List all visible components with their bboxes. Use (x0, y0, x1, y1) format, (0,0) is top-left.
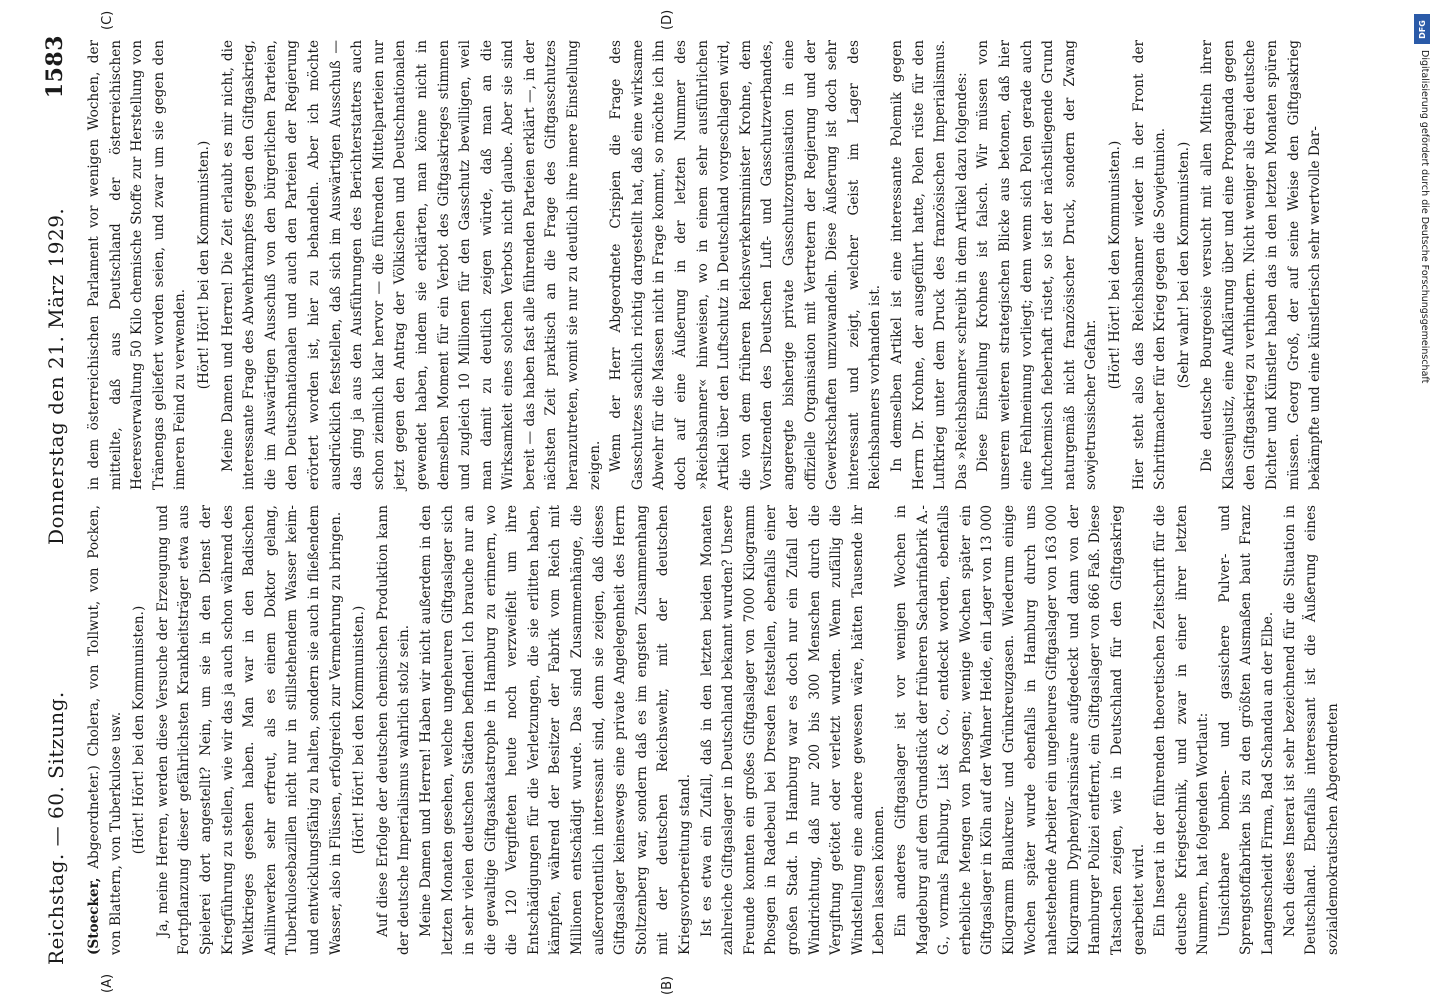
paragraph: Auf diese Erfolge der deutschen chemischen Produktion kann der deutsche Imperialismus wahrlich stolz sein. (374, 505, 413, 955)
paragraph: Diese Einstellung Krohnes ist falsch. Wir müssen von unserem weiteren strategischen Blicke aus betonen, daß hier eine Fehlmeinung vorliegt; denn wenn sich Polen gerade auch luftchemisch fieberhaft rüstet, so ist der nächstliegende Grund naturgemäß nicht französischer Druck, sondern der Zwang sowjetrussischer Gefahr. (975, 40, 1100, 490)
margin-mark-c: (C) (100, 10, 115, 30)
paragraph: Ist es etwa ein Zufall, daß in den letzten beiden Monaten zahlreiche Giftgaslager in Deutschland bekannt wurden? Unsere Freunde konnten ein großes Giftgaslager von 7000 Kilogramm Phosgen in Radebeul bei Dresden feststellen, ebenfalls einer großen Stadt. In Hamburg war es doch nur ein Zufall der Windrichtung, daß nur 200 bis 300 Menschen durch die Vergiftung getötet oder verletzt wurden. Wenn zufällig die Windstellung eine andere gewesen wäre, hätten Tausende ihr Leben lassen können. (698, 505, 888, 955)
paragraph-text: Cholera, von Tollwut, von Pocken, von Blattern, von Tuberkulose usw. (86, 505, 124, 955)
paragraph: Meine Damen und Herren! Die Zeit erlaubt es mir nicht, die interessante Frage des Abwehrkampfes gegen den Giftgaskrieg, die im Auswärtigen Ausschuß von den bürgerlichen Parteien, den Deutschnationalen und auch den Parteien der Regierung erörtert worden ist, hier zu behandeln. Aber ich möchte ausdrücklich feststellen, daß sich im Auswärtigen Ausschuß — das ging ja aus den Ausführungen des Berichterstatters auch schon ziemlich klar hervor — die führenden Mittelparteien nur jetzt gegen den Antrag der Völkischen und Deutschnationalen gewendet haben, indem sie erklärten, man könne nicht in demselben Moment für ein Verbot des Giftgaskrieges stimmen und zugleich 10 Millionen für den Gasschutz bewilligen, weil man damit zu deutlich zeigen würde, daß man an die Wirksamkeit eines solchen Verbots nicht glaube. Aber sie sind bereit — das haben fast alle führenden Parteien erklärt —, in der nächsten Zeit praktisch an die Frage des Giftgasschutzes heranzutreten, womit sie nur zu deutlich ihre innere Einstellung zeigen. (219, 40, 603, 490)
rotated-page (40, 9, 1341, 995)
interjection: (Hört! Hört! bei den Kommunisten.) (1106, 140, 1123, 390)
interjection: (Hört! Hört! bei den Kommunisten.) (351, 605, 368, 855)
running-head (40, 25, 80, 975)
speaker-role: Abgeordneter.) (86, 765, 102, 869)
page-number: 1583 (42, 35, 68, 99)
running-head-date: Donnerstag den 21. März 1929. (44, 207, 68, 545)
paragraph: Meine Damen und Herren! Haben wir nicht außerdem in den letzten Monaten gesehen, welche ungeheuren Giftgaslager sich in sehr vielen deutschen Städten befinden! Ich brauche nur an die gewaltige Giftgaskatastrophe in Hamburg zu erinnern, wo die 120 Vergifteten heute noch verzweifelt um ihre Entschädigungen für die Verletzungen, die sie erlitten haben, kämpfen, während der Besitzer der Fabrik vom Reich mit Millionen entschädigt wurde. Das sind Zusammenhänge, die außerordentlich interessant sind, denn sie zeigen, daß dieses Giftgaslager keineswegs eine private Angelegenheit des Herrn Stoltzenberg war, sondern daß es im engsten Zusammenhang mit der deutschen Reichswehr, mit der deutschen Kriegsvorbereitung stand. (417, 505, 694, 955)
interjection: (Hört! Hört! bei den Kommunisten.) (131, 605, 148, 855)
paragraph: Hier steht also das Reichsbanner wieder in der Front der Schrittmacher für den Krieg gegen die Sowjetunion. (1130, 40, 1169, 490)
paragraph: in dem österreichischen Parlament vor wenigen Wochen, der mitteilte, daß aus Deutschland der österreichischen Heeresverwaltung 50 Kilo chemische Stoffe zur Herstellung von Tränengas geliefert worden seien, und zwar um sie gegen den inneren Feind zu verwenden. (86, 40, 189, 490)
digitization-text: Digitalisierung gefördert durch die Deutsche Forschungsgemeinschaft (1419, 50, 1430, 384)
running-head-left: Reichstag. — 60. Sitzung. (44, 691, 68, 965)
paragraph: Wenn der Herr Abgeordnete Crispien die Frage des Gasschutzes sachlich richtig dargestellt hat, daß eine wirksame Abwehr für die Massen nicht in Frage kommt, so möchte ich ihn doch auf eine Äußerung in der letzten Nummer des »Reichsbanner« hinweisen, wo in einem sehr ausführlichen Artikel über den Luftschutz in Deutschland vorgeschlagen wird, die von dem früheren Reichsverkehrsminister Krohne, dem Vorsitzenden des Deutschen Luft- und Gasschutzverbandes, angeregte bisherige private Gasschutzorganisation in eine offizielle Organisation mit Vertretern der Regierung und der Gewerkschaften umzuwandeln. Diese Äußerung ist doch sehr interessant und zeigt, welcher Geist im Lager des Reichsbanners vorhanden ist. (608, 40, 884, 490)
digitization-notice (1412, 10, 1432, 990)
paragraph: Die deutsche Bourgeoisie versucht mit allen Mitteln ihrer Klassenjustiz, eine Aufklärung über und eine Propaganda gegen den Giftgaskrieg zu verhindern. Nicht weniger als drei deutsche Dichter und Künstler haben das in den letzten Monaten spüren müssen. Georg Groß, der auf seine Weise den Giftgaskrieg bekämpfte und eine künstlerisch sehr wertvolle Dar- (1199, 40, 1324, 490)
speaker-name: (Stoecker, (86, 877, 102, 955)
paragraph: Ein anderes Giftgaslager ist vor wenigen Wochen in Magdeburg auf dem Grundstück der früheren Sacharinfabrik A.-G., vormals Fahlburg, List & Co., entdeckt worden, ebenfalls erhebliche Mengen von Phosgen; wenige Wochen später ein Giftgaslager in Köln auf der Wahner Heide, ein Lager von 13 000 Kilogramm Blaukreuz- und Grünkreuzgasen. Wiederum einige Wochen später wurde ebenfalls in Hamburg durch uns nahestehende Arbeiter ein ungeheures Giftgaslager von 163 000 Kilogramm Dyphenylarsinsäure aufgedeckt und dann von der Hamburger Polizei entfernt, ein Giftgaslager von 866 Faß. Diese Tatsachen zeigen, wie in Deutschland für den Giftgaskrieg gearbeitet wird. (892, 505, 1147, 955)
margin-mark-d: (D) (660, 9, 675, 30)
paragraph: Nach dieses Inserat ist sehr bezeichnend für die Situation in Deutschland. Ebenfalls interessant ist die Äußerung eines sozialdemokratischen Abgeordneten (1281, 505, 1341, 955)
left-column (84, 505, 1341, 955)
margin-mark-a: (A) (100, 973, 115, 993)
paragraph: Ja, meine Herren, werden diese Versuche der Erzeugung und Fortpflanzung dieser gefährlichsten Krankheitsträger etwa aus Spielerei dort angestellt? Nein, um sie in den Dienst der Kriegführung zu stellen, wie wir das ja auch schon während des Weltkrieges gesehen haben. Man war in den Badischen Anilinwerken sehr erfreut, als es einem Doktor gelang, Tuberkulosebazillen nicht nur in stillstehendem Wasser keim- und entwicklungsfähig zu halten, sondern sie auch in fließendem Wasser, also in Flüssen, erfolgreich zur Vermehrung zu bringen. (154, 505, 344, 955)
paragraph: Ein Inserat in der führenden theoretischen Zeitschrift für die deutsche Kriegstechnik, und zwar in einer ihrer letzten Nummern, hat folgenden Wortlaut: (1152, 505, 1212, 955)
margin-mark-b: (B) (660, 975, 675, 995)
dfg-logo: DFG (1414, 14, 1430, 44)
speaker-paragraph (84, 505, 127, 955)
right-column (84, 40, 1324, 490)
interjection: (Hört! Hört! bei den Kommunisten.) (195, 140, 212, 390)
interjection: (Sehr wahr! bei den Kommunisten.) (1175, 141, 1192, 389)
paragraph: In demselben Artikel ist eine interessante Polemik gegen Herrn Dr. Krohne, der ausgeführt hatte, Polen rüste für den Luftkrieg unter dem Druck des französischen Imperialismus. Das »Reichsbanner« schreibt in dem Artikel dazu folgendes: (888, 40, 970, 490)
paragraph: Unsichtbare bomben- und gassichere Pulver- und Sprengstoffabriken bis zu den größten Ausmaßen baut Franz Langenscheidt Firma, Bad Schandau an der Elbe. (1216, 505, 1277, 955)
